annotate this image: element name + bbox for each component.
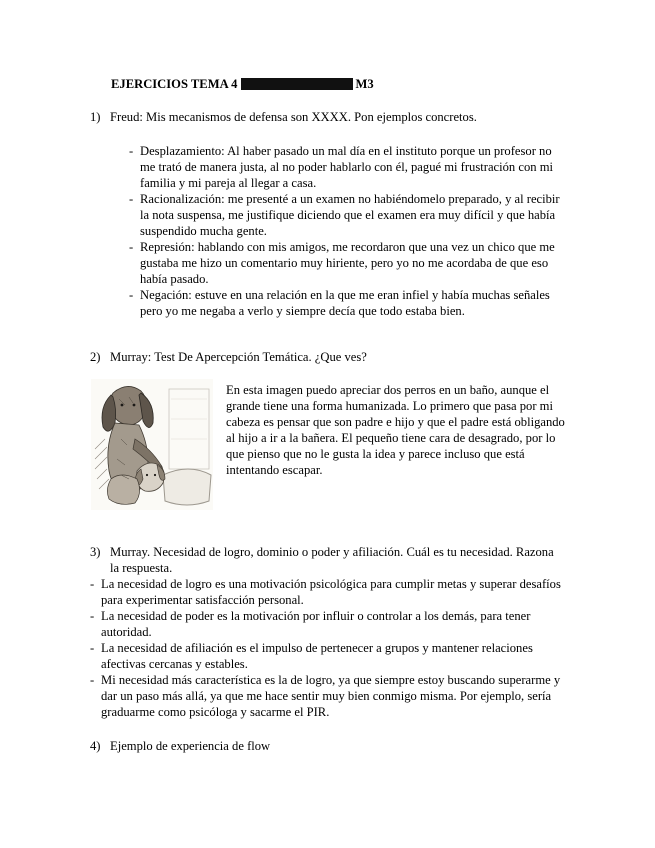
question-text: Murray. Necesidad de logro, dominio o poder y afiliación. Cuál es tu necesidad. Razona [110,545,554,559]
list-item: - Mi necesidad más característica es la de logro, ya que siempre estoy buscando superarme y dar un paso más allá, ya que me hace sentir muy bien conmigo misma. Por ejemplo, sería graduarme como psicóloga y sacarme el PIR. [90,672,568,720]
question-text: Ejemplo de experiencia de flow [110,739,271,753]
title-suffix: M3 [355,77,374,91]
list-item: - Represión: hablando con mis amigos, me recordaron que una vez un chico que me gustaba me hizo un comentario muy hiriente, pero yo no me acordaba de que eso había pasado. [129,239,569,287]
list-item: - La necesidad de afiliación es el impulso de pertenecer a grupos y mantener relaciones afectivas cercanas y estables. [90,640,568,672]
list-item: - Desplazamiento: Al haber pasado un mal día en el instituto porque un profesor no me trató de manera justa, al no poder hablarlo con él, pagué mi frustración con mi familia y mi pareja al llegar a casa. [129,143,569,191]
question-text-continuation: la respuesta. [110,561,173,575]
question-number: 3) [90,545,101,559]
list-item: - La necesidad de logro es una motivación psicológica para cumplir metas y superar desafíos para experimentar satisfacción personal. [90,576,568,608]
list-item: - Negación: estuve en una relación en la que me eran infiel y había muchas señales pero yo me negaba a verlo y siempre decía que todo estaba bien. [129,287,569,319]
document-title [111,76,374,92]
question-number: 2) [90,350,101,364]
redaction-bar [241,78,353,90]
question-number: 4) [90,739,101,753]
list-item: - La necesidad de poder es la motivación por influir o controlar a los demás, para tener autoridad. [90,608,568,640]
needs-list [90,576,568,720]
title-prefix: EJERCICIOS TEMA 4 [111,77,238,91]
question-text: Murray: Test De Apercepción Temática. ¿Que ves? [110,350,367,364]
list-item: - Racionalización: me presenté a un examen no habiéndomelo preparado, y al recibir la nota suspensa, me justifique diciendo que el examen era muy difícil y que había suspendido mucha gente. [129,191,569,239]
question-number: 1) [90,110,101,124]
question-text: Freud: Mis mecanismos de defensa son XXXX. Pon ejemplos concretos. [110,110,477,124]
tat-description-paragraph: En esta imagen puedo apreciar dos perros en un baño, aunque el grande tiene una forma humanizada. Lo primero que pasa por mi cabeza es pensar que son padre e hijo y que el padre está obligando al hijo a ir a la bañera. El pequeño tiene cara de desagrado, por lo que pienso que no le gusta la idea y parece incluso que está intentando escapar. [226,383,565,477]
defense-mechanisms-list [129,143,569,319]
tat-dogs-sketch-image [91,379,213,510]
